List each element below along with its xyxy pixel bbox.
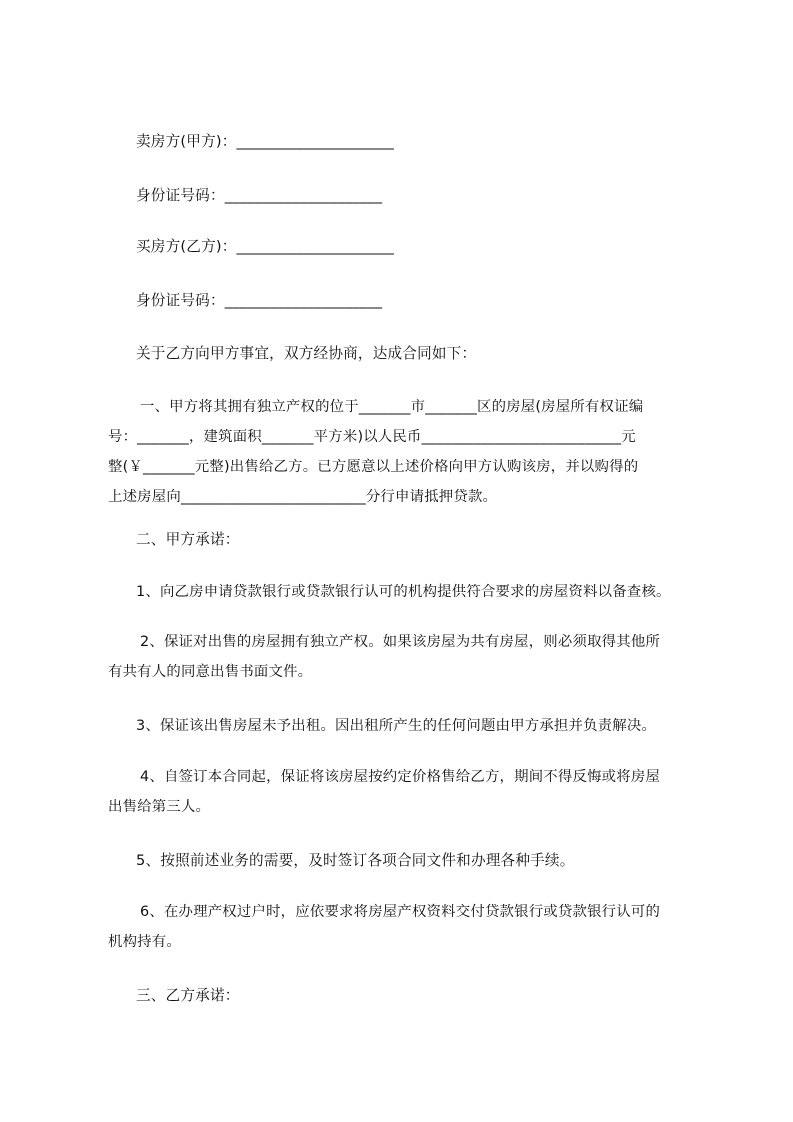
clause-1-line-4: 上述房屋向_________________________分行申请抵押贷款。	[108, 489, 498, 505]
commitment-item-4-line-2: 出售给第三人。	[108, 799, 211, 815]
clause-1-line-3: 整(￥_______元整)出售给乙方。已方愿意以上述价格向甲方认购该房，并以购得的	[108, 459, 639, 475]
section-3-heading: 三、乙方承诺：	[136, 987, 240, 1004]
buyer-line: 买房方(乙方)：_____________________	[136, 238, 394, 255]
commitment-item-6-line-2: 机构持有。	[108, 934, 181, 950]
commitment-item-3: 3、保证该出售房屋未予出租。因出租所产生的任何问题由甲方承担并负责解决。	[136, 718, 657, 734]
commitment-item-4-line-1: 4、自签订本合同起，保证将该房屋按约定价格售给乙方，期间不得反悔或将房屋	[140, 769, 661, 785]
section-2-heading: 二、甲方承诺：	[136, 531, 240, 548]
clause-1-line-1: 一、甲方将其拥有独立产权的位于_______市_______区的房屋(房屋所有权证编	[140, 399, 644, 415]
intro-paragraph: 关于乙方向甲方事宜，双方经协商，达成合同如下：	[136, 345, 477, 362]
seller-line: 卖房方(甲方)：_____________________	[136, 133, 394, 150]
buyer-id-line: 身份证号码：_____________________	[136, 292, 383, 309]
commitment-item-6	[108, 897, 660, 957]
clause-1-line-2: 号：_______，建筑面积_______平方米)以人民币___________________________元	[108, 429, 636, 445]
commitment-item-5: 5、按照前述业务的需要，及时签订各项合同文件和办理各种手续。	[136, 852, 575, 869]
commitment-item-6-line-1: 6、在办理产权过户时，应依要求将房屋产权资料交付贷款银行或贷款银行认可的	[140, 904, 661, 920]
seller-id-line: 身份证号码：_____________________	[136, 187, 383, 204]
clause-1-paragraph	[108, 392, 643, 512]
commitment-item-2	[108, 627, 660, 687]
commitment-item-1: 1、向乙房申请贷款银行或贷款银行认可的机构提供符合要求的房屋资料以备查核。	[136, 584, 671, 600]
commitment-item-4	[108, 762, 660, 822]
commitment-item-2-line-2: 有共有人的同意出售书面文件。	[108, 664, 313, 680]
commitment-item-2-line-1: 2、保证对出售的房屋拥有独立产权。如果该房屋为共有房屋，则必须取得其他所	[140, 634, 661, 650]
